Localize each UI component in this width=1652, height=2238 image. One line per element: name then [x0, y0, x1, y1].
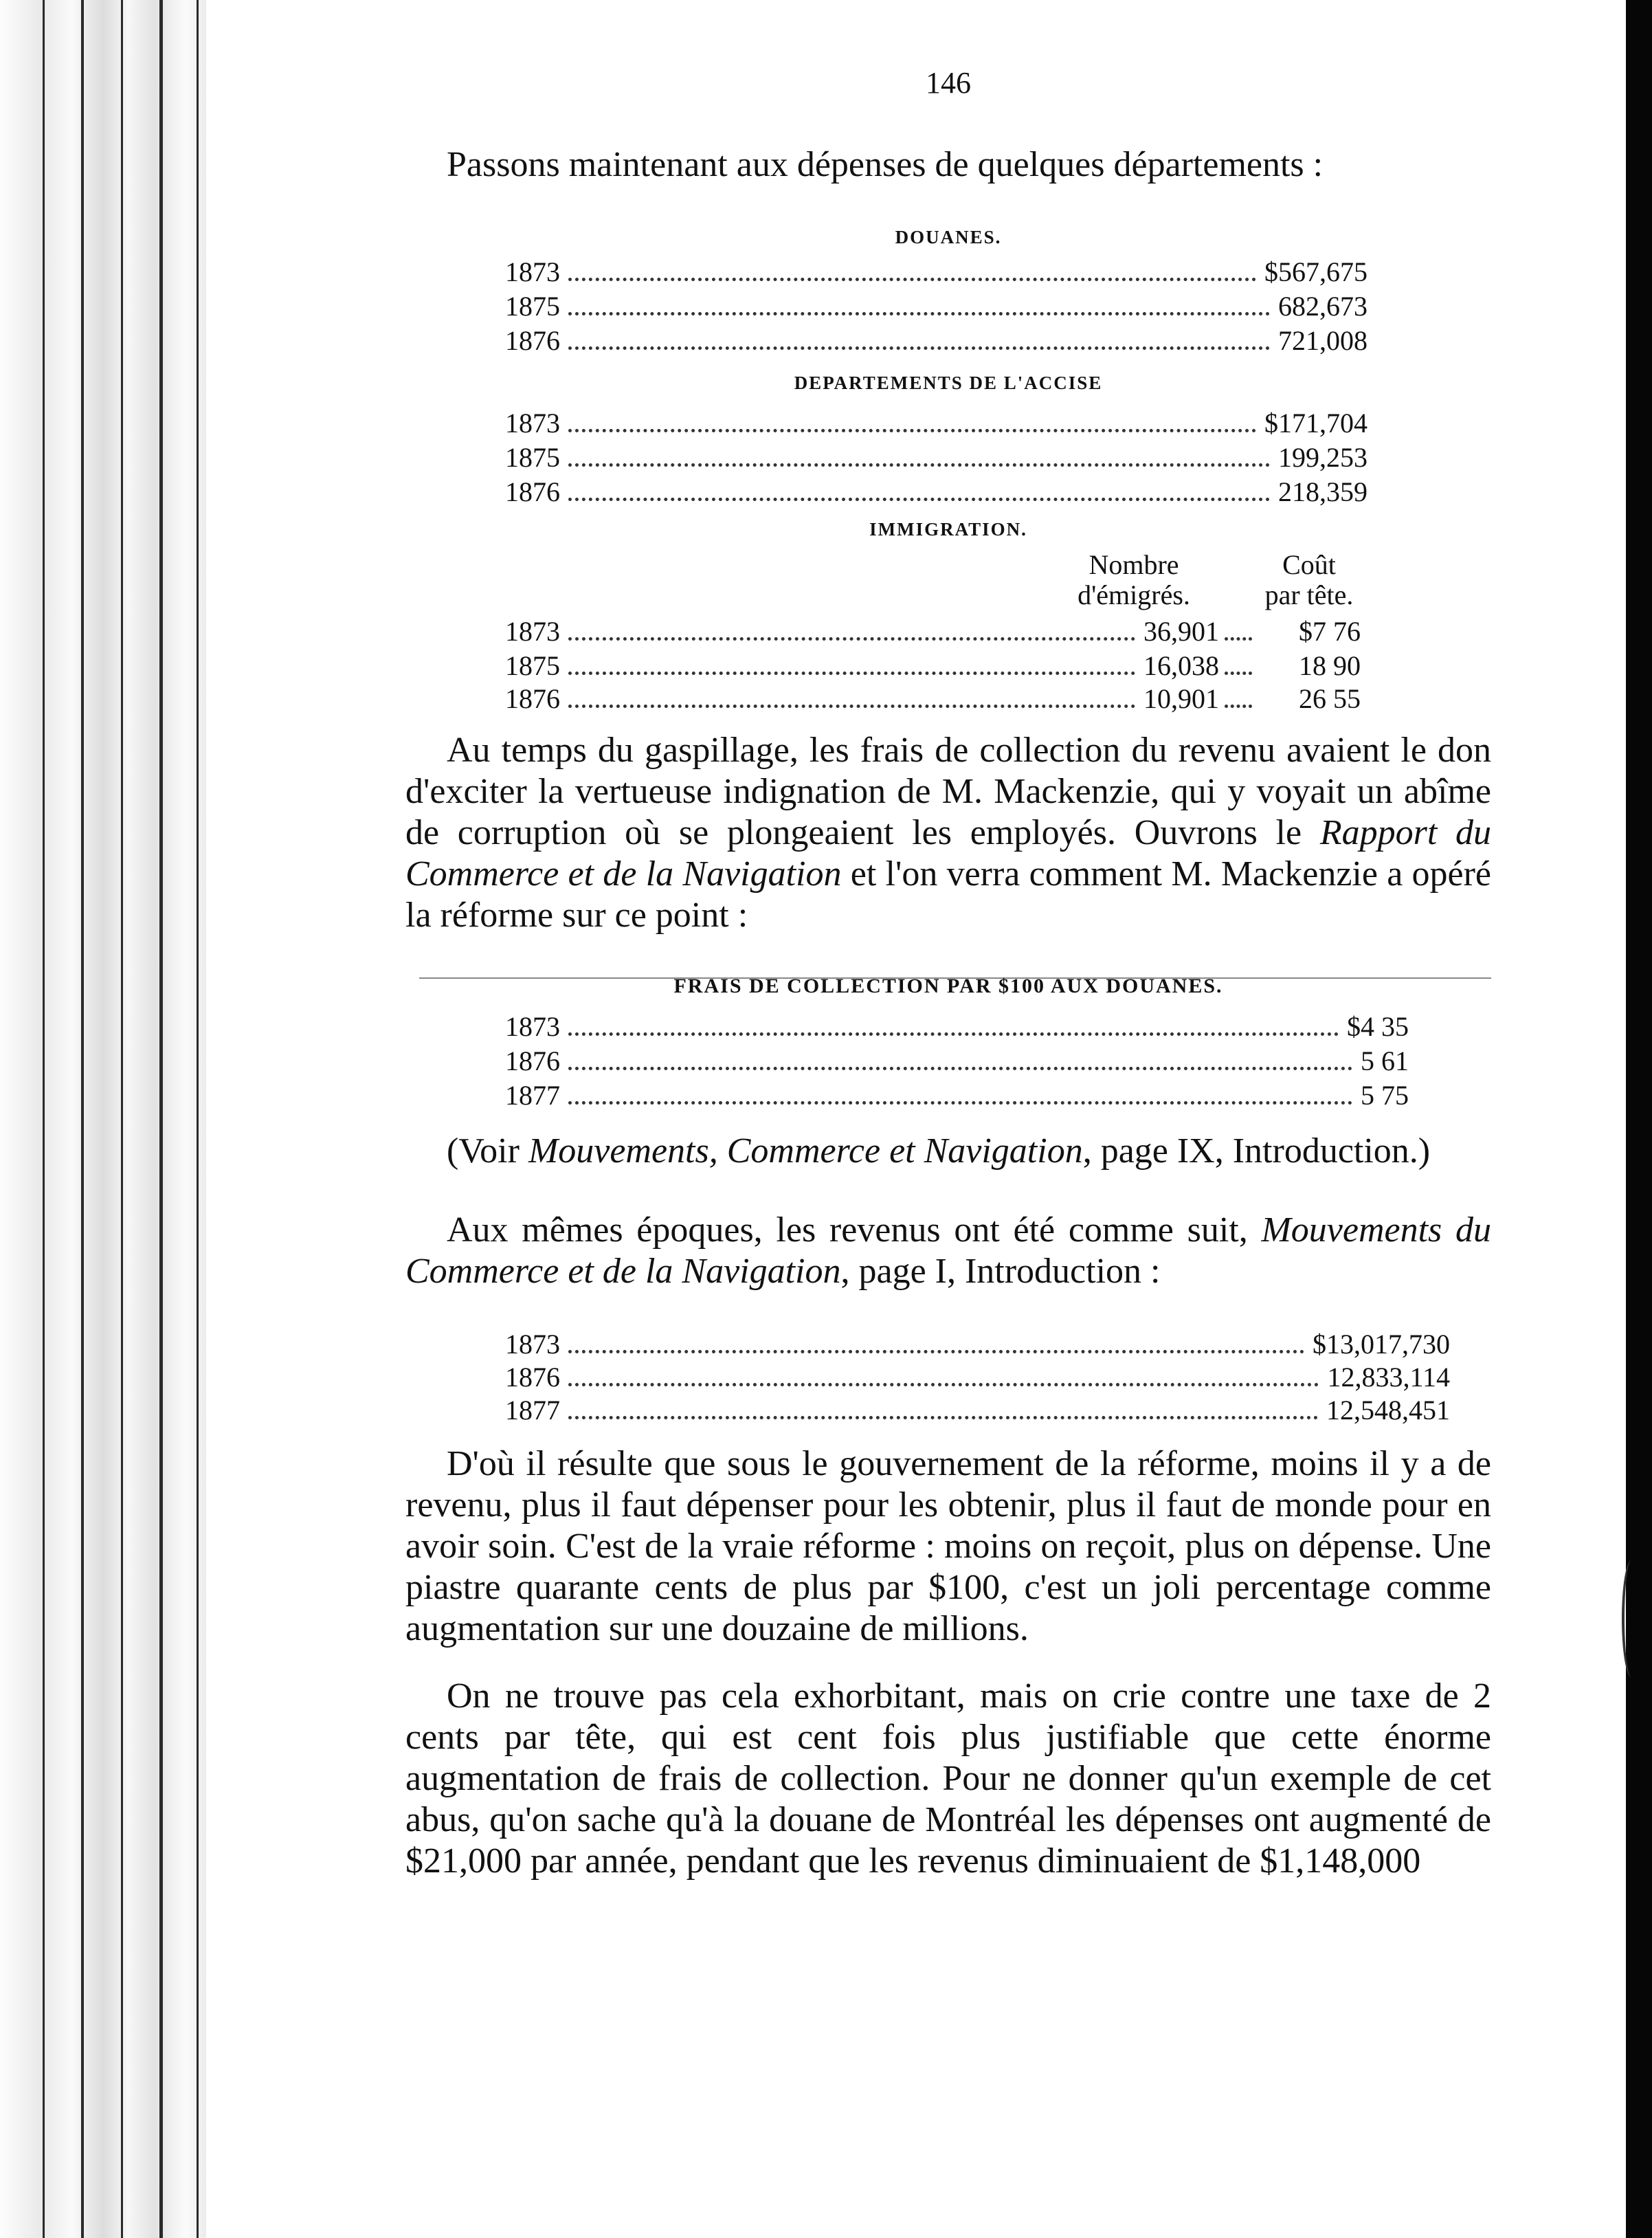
accise-row — [505, 407, 1368, 437]
row-year: 1875 — [505, 291, 560, 322]
accise-row — [505, 476, 1368, 506]
row-value: 5 75 — [1361, 1080, 1409, 1111]
row-year: 1876 — [505, 325, 560, 356]
row-emigres: 16,038 — [1143, 650, 1219, 681]
row-year: 1873 — [505, 1011, 560, 1042]
row-value: 682,673 — [1278, 291, 1368, 322]
row-year: 1876 — [505, 1362, 560, 1393]
row-cout: $7 76 — [1299, 616, 1361, 647]
row-year: 1875 — [505, 650, 560, 681]
row-year: 1876 — [505, 683, 560, 714]
para1-text-end: et l'on verra comment M. Mackenzie a opéré la réforme sur ce point : — [405, 854, 1492, 935]
douanes-row — [505, 290, 1368, 320]
book-binding-edge — [0, 0, 206, 2238]
frais-row — [505, 1010, 1409, 1041]
row-year: 1877 — [505, 1395, 560, 1426]
para1-text: Au temps du gaspillage, les frais de collection du revenu avaient le don d'exciter la vertueuse indignation de M. Mackenzie, qui y voyait un abîme de corruption où se plongeaient les employés. Ouvrons le — [405, 731, 1491, 852]
row-value: $567,675 — [1264, 256, 1368, 287]
revenus-row — [505, 1394, 1450, 1424]
para4-text: D'où il résulte que sous le gouvernement de la réforme, moins il y a de revenu, plus il faut dépenser pour les obtenir, plus il faut de monde pour en avoir soin. C'est de la vraie réforme : moins on reçoit, plus on dépense. Une piastre quarante cents de plus par $100, c'est un joli percentage comme augmentation sur une douzaine de millions. — [405, 1444, 1491, 1648]
row-year: 1873 — [505, 1329, 560, 1360]
scan-dark-edge — [1626, 0, 1652, 2238]
accise-row — [505, 441, 1368, 472]
row-year: 1876 — [505, 476, 560, 507]
row-year: 1873 — [505, 616, 560, 647]
revenus-row — [505, 1328, 1450, 1358]
immigration-row — [505, 615, 1361, 645]
row-value: 5 61 — [1361, 1045, 1409, 1076]
cout-header-line2: par tête. — [1264, 579, 1354, 610]
row-value: $4 35 — [1347, 1011, 1409, 1042]
para2-text-end: , page IX, Introduction.) — [1082, 1131, 1431, 1171]
emigres-column-header — [1055, 550, 1213, 610]
para3-text-end: , page I, Introduction : — [840, 1252, 1161, 1291]
para1-italic-title: Rapport du Commerce et de la Navigation — [405, 813, 1491, 894]
row-value: 12,833,114 — [1327, 1362, 1450, 1393]
row-value: 218,359 — [1278, 476, 1368, 507]
row-year: 1877 — [505, 1080, 560, 1111]
row-year: 1873 — [505, 408, 560, 439]
cout-column-header — [1244, 550, 1374, 610]
row-cout: 18 90 — [1299, 650, 1361, 681]
para5-text: On ne trouve pas cela exhorbitant, mais on crie contre une taxe de 2 cents par tête, qui est cent fois plus justifiable que cette énorme augmentation de frais de collection. Pour ne donner qu'un exemple de cet abus, qu'on sache qu'à la douane de Montréal les dépenses ont augmenté de $21,000 par année, pendant que les revenus diminuaient de $1,148,000 — [405, 1676, 1491, 1881]
paragraph-exhorbitant — [405, 1676, 1491, 1882]
immigration-heading: IMMIGRATION. — [869, 519, 1027, 540]
row-value: $171,704 — [1264, 408, 1368, 439]
paragraph-reforme — [405, 1443, 1491, 1650]
row-emigres: 36,901 — [1143, 616, 1219, 647]
row-year: 1876 — [505, 1045, 560, 1076]
row-emigres: 10,901 — [1143, 683, 1219, 714]
row-cout: 26 55 — [1299, 683, 1361, 714]
row-value: $13,017,730 — [1313, 1329, 1450, 1360]
immigration-row — [505, 683, 1361, 713]
douanes-row — [505, 256, 1368, 286]
intro-paragraph — [405, 144, 1491, 186]
row-year: 1873 — [505, 256, 560, 287]
frais-heading: FRAIS DE COLLECTION PAR $100 AUX DOUANES. — [673, 975, 1223, 997]
para2-text: (Voir — [447, 1131, 528, 1171]
frais-row — [505, 1045, 1409, 1075]
row-value: 12,548,451 — [1326, 1395, 1450, 1426]
revenus-row — [505, 1361, 1450, 1391]
para2-italic-title: Mouvements, Commerce et Navigation — [528, 1131, 1083, 1171]
paragraph-gaspillage — [405, 730, 1491, 936]
douanes-row — [505, 324, 1368, 355]
intro-text: Passons maintenant aux dépenses de quelques départements : — [447, 145, 1324, 184]
row-value: 199,253 — [1278, 442, 1368, 473]
immigration-row — [505, 650, 1361, 680]
accise-heading: DEPARTEMENTS DE L'ACCISE — [794, 373, 1103, 393]
douanes-heading: DOUANES. — [895, 227, 1002, 247]
paragraph-revenus — [405, 1210, 1491, 1292]
page-number: 146 — [926, 66, 971, 100]
para3-text: Aux mêmes époques, les revenus ont été comme suit, — [447, 1210, 1262, 1250]
row-value: 721,008 — [1278, 325, 1368, 356]
frais-row — [505, 1079, 1409, 1109]
para3-italic-title: Mouvements du Commerce et de la Navigation — [405, 1210, 1491, 1291]
book-page — [405, 0, 1491, 2238]
emigres-header-line1: Nombre — [1089, 549, 1179, 580]
cout-header-line1: Coût — [1282, 549, 1336, 580]
margin-mark — [1622, 1560, 1641, 1677]
emigres-header-line2: d'émigrés. — [1078, 579, 1190, 610]
row-year: 1875 — [505, 442, 560, 473]
paragraph-voir — [405, 1131, 1491, 1172]
